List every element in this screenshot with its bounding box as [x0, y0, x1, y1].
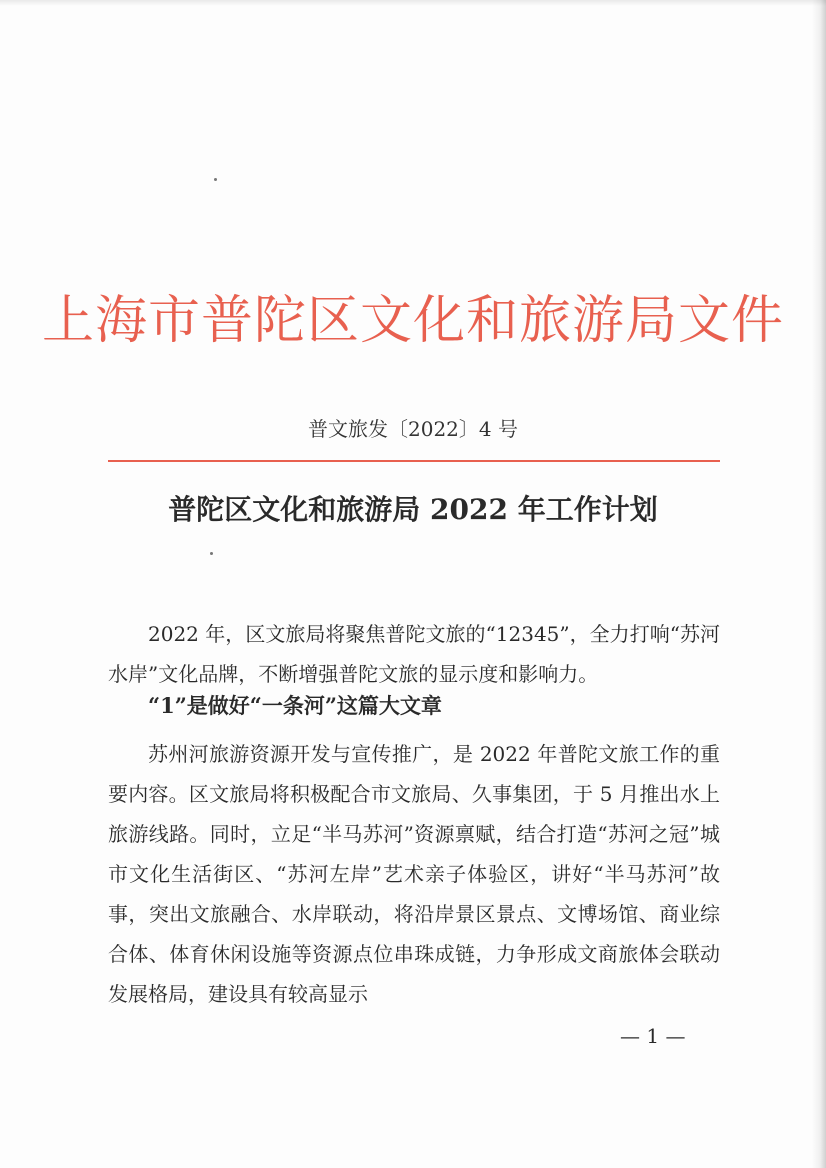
section-paragraph: 苏州河旅游资源开发与宣传推广，是 2022 年普陀文旅工作的重要内容。区文旅局将积极配合市文旅局、久事集团，于 5 月推出水上旅游线路。同时，立足“半马苏河”资源禀赋，结合打造“苏河之冠”城市文化生活街区、“苏河左岸”艺术亲子体验区，讲好“半马苏河”故事，突出文旅融合、水岸联动，将沿岸景区景点、文博场馆、商业综合体、体育休闲设施等资源点位串珠成链，力争形成文商旅体会联动发展格局，建设具有较高显示 — [108, 742, 720, 1006]
scan-speck — [214, 178, 217, 181]
section-heading: “1”是做好“一条河”这篇大文章 — [148, 693, 442, 718]
page-number: — 1 — — [620, 1024, 686, 1048]
issuing-organization-header: 上海市普陀区文化和旅游局文件 — [41, 291, 784, 351]
document-title: 普陀区文化和旅游局 2022 年工作计划 — [168, 493, 658, 526]
intro-paragraph: 2022 年，区文旅局将聚焦普陀文旅的“12345”，全力打响“苏河水岸”文化品牌，不断增强普陀文旅的显示度和影响力。 — [108, 622, 720, 686]
document-number: 普文旅发〔2022〕4 号 — [308, 417, 518, 441]
scan-edge-shadow — [812, 0, 826, 1168]
scan-speck — [210, 552, 213, 555]
scan-top-shadow — [0, 0, 826, 6]
red-separator-rule — [108, 460, 720, 462]
